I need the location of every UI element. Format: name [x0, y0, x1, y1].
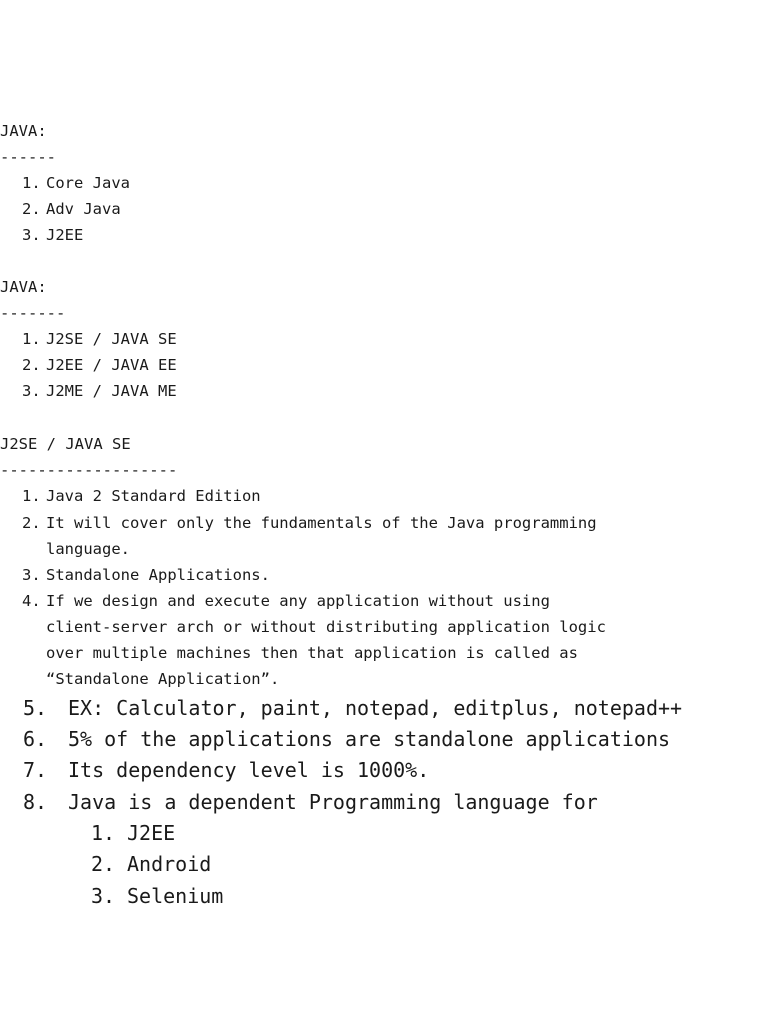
list-number: 3.: [22, 382, 41, 400]
list-item: J2SE / JAVA SE: [46, 330, 177, 348]
list-number: 1.: [22, 174, 41, 192]
list-number: 2.: [22, 514, 41, 532]
sub-list-number: 3.: [91, 884, 116, 908]
sub-list-item: Selenium: [127, 884, 224, 908]
section3-underline: -------------------: [0, 461, 178, 479]
sub-list-item: J2EE: [127, 821, 176, 845]
list-item-continuation: client-server arch or without distributing application logic: [46, 618, 606, 636]
list-number: 6.: [23, 727, 48, 751]
list-item: J2EE: [46, 226, 84, 244]
list-number: 7.: [23, 758, 48, 782]
list-number: 1.: [22, 487, 41, 505]
list-number: 5.: [23, 696, 48, 720]
section1-underline: ------: [0, 148, 56, 166]
section2-underline: -------: [0, 304, 66, 322]
list-number: 1.: [22, 330, 41, 348]
list-item: Java 2 Standard Edition: [46, 487, 261, 505]
list-number: 3.: [22, 226, 41, 244]
list-number: 3.: [22, 566, 41, 584]
list-item: 5% of the applications are standalone applications: [68, 727, 671, 751]
list-item-continuation: “Standalone Application”.: [46, 670, 280, 688]
list-item: If we design and execute any application without using: [46, 592, 550, 610]
list-item: Its dependency level is 1000%.: [68, 758, 430, 782]
list-item-continuation: language.: [46, 540, 130, 558]
list-item: Standalone Applications.: [46, 566, 270, 584]
list-item: J2ME / JAVA ME: [46, 382, 177, 400]
sub-list-number: 2.: [91, 852, 116, 876]
list-item: Adv Java: [46, 200, 121, 218]
sub-list-item: Android: [127, 852, 212, 876]
section3-heading: J2SE / JAVA SE: [0, 435, 131, 453]
section1-heading: JAVA:: [0, 122, 47, 140]
section2-heading: JAVA:: [0, 278, 47, 296]
list-item: Java is a dependent Programming language for: [68, 790, 598, 814]
list-number: 2.: [22, 200, 41, 218]
list-number: 2.: [22, 356, 41, 374]
list-item: Core Java: [46, 174, 130, 192]
list-number: 4.: [22, 592, 41, 610]
sub-list-number: 1.: [91, 821, 116, 845]
list-number: 8.: [23, 790, 48, 814]
list-item: J2EE / JAVA EE: [46, 356, 177, 374]
list-item: It will cover only the fundamentals of the Java programming: [46, 514, 597, 532]
list-item-continuation: over multiple machines then that application is called as: [46, 644, 578, 662]
list-item: EX: Calculator, paint, notepad, editplus, notepad++: [68, 696, 683, 720]
